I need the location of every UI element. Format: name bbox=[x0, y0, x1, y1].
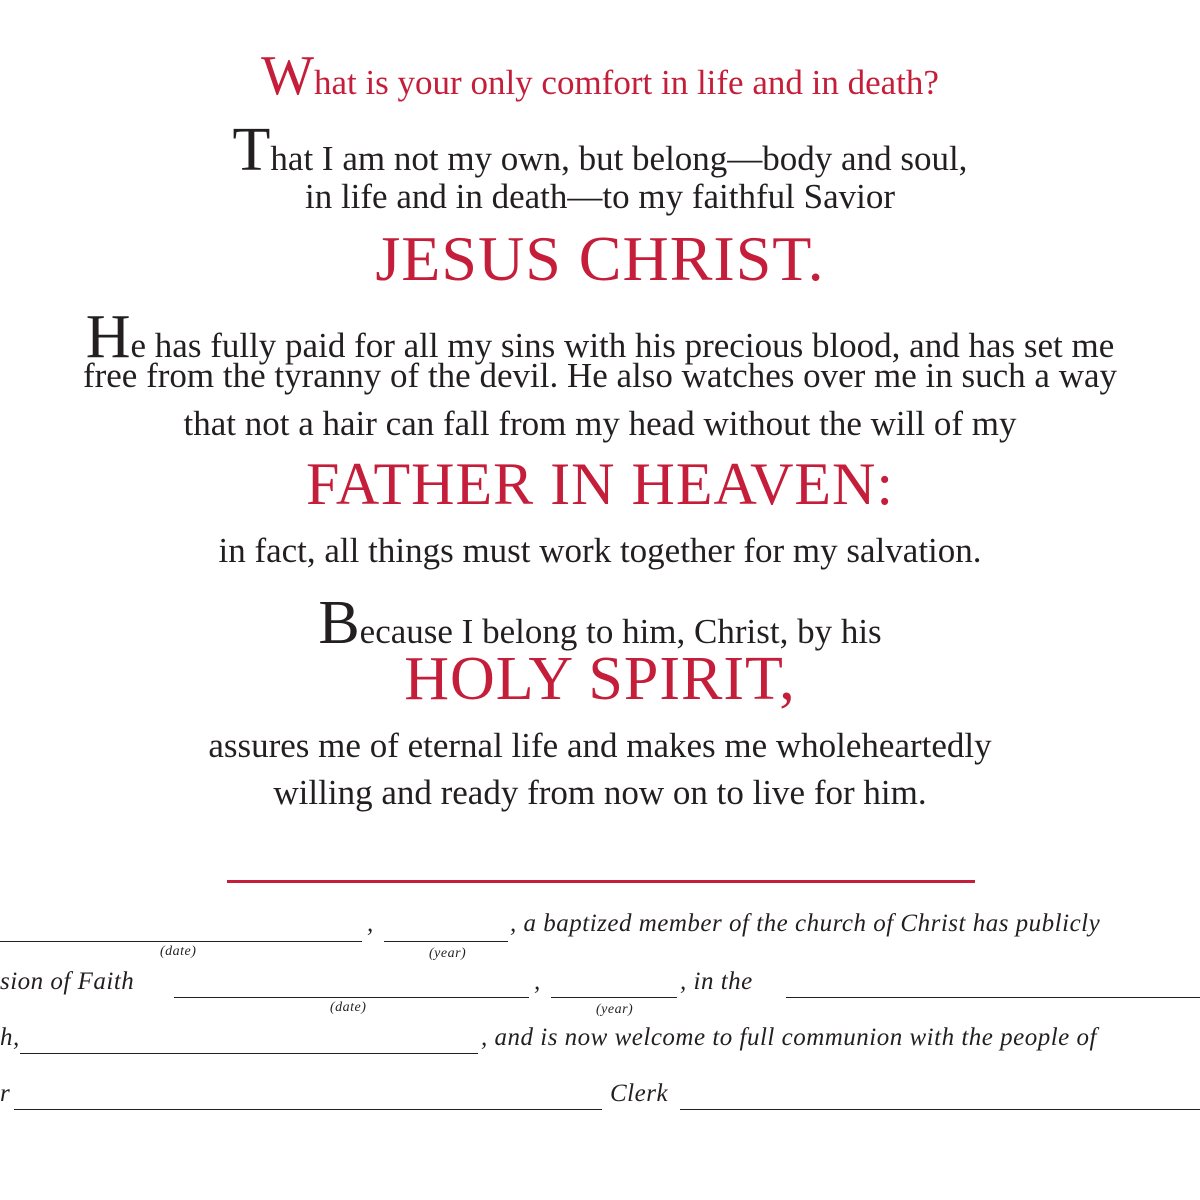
church-location-blank[interactable] bbox=[20, 1053, 478, 1054]
row2-lead: sion of Faith bbox=[0, 968, 135, 995]
answer-line-6: in fact, all things must work together for my salvation. bbox=[218, 531, 982, 570]
profession-date-blank[interactable] bbox=[174, 997, 529, 998]
church-name-blank[interactable] bbox=[786, 997, 1200, 998]
baptism-year-blank[interactable] bbox=[384, 941, 508, 942]
question-text: hat is your only comfort in life and in death? bbox=[313, 63, 939, 102]
catechism-question bbox=[0, 44, 1200, 108]
answer-line-9: willing and ready from now on to live for him. bbox=[273, 773, 927, 812]
answer-line-5: that not a hair can fall from my head without the will of my bbox=[183, 404, 1017, 443]
row2-date-caption: (date) bbox=[330, 1000, 367, 1015]
answer-line-3-text: e has fully paid for all my sins with his precious blood, and has set me bbox=[130, 326, 1115, 365]
heading-holy-spirit: HOLY SPIRIT, bbox=[404, 645, 796, 713]
row3-lead: h, bbox=[0, 1024, 20, 1051]
answer-initial: T bbox=[232, 116, 271, 184]
heading-jesus-christ: JESUS CHRIST. bbox=[375, 223, 825, 294]
row4-lead: r bbox=[0, 1080, 11, 1107]
row2-year-caption: (year) bbox=[596, 1002, 634, 1017]
answer-line-1-text: hat I am not my own, but belong—body and soul, bbox=[270, 139, 968, 178]
answer-line-3-initial: H bbox=[85, 303, 131, 371]
row3-text: , and is now welcome to full communion with the people of bbox=[481, 1024, 1097, 1051]
row1-text: , a baptized member of the church of Christ has publicly bbox=[510, 910, 1101, 937]
clerk-signature-blank[interactable] bbox=[680, 1109, 1200, 1110]
profession-year-blank[interactable] bbox=[551, 997, 677, 998]
answer-line-7-text: ecause I belong to him, Christ, by his bbox=[359, 612, 882, 651]
answer-line-8: assures me of eternal life and makes me wholeheartedly bbox=[208, 726, 992, 765]
question-initial: W bbox=[261, 45, 314, 107]
name-blank[interactable] bbox=[0, 941, 362, 942]
answer-line-2: in life and in death—to my faithful Savior bbox=[304, 177, 895, 216]
row2-text: , in the bbox=[680, 968, 753, 995]
pastor-signature-blank[interactable] bbox=[14, 1109, 602, 1110]
clerk-label: Clerk bbox=[610, 1080, 669, 1107]
answer-line-1 bbox=[0, 115, 1200, 186]
row1-year-caption: (year) bbox=[429, 946, 467, 961]
row1-date-caption: (date) bbox=[160, 944, 197, 959]
answer-line-4: free from the tyranny of the devil. He also watches over me in such a way bbox=[82, 356, 1118, 395]
heading-father-in-heaven: FATHER IN HEAVEN: bbox=[305, 451, 895, 517]
row2-comma: , bbox=[534, 968, 541, 995]
signature-rule bbox=[227, 880, 975, 883]
answer-line-7-initial: B bbox=[318, 589, 360, 657]
row1-comma: , bbox=[367, 910, 374, 937]
